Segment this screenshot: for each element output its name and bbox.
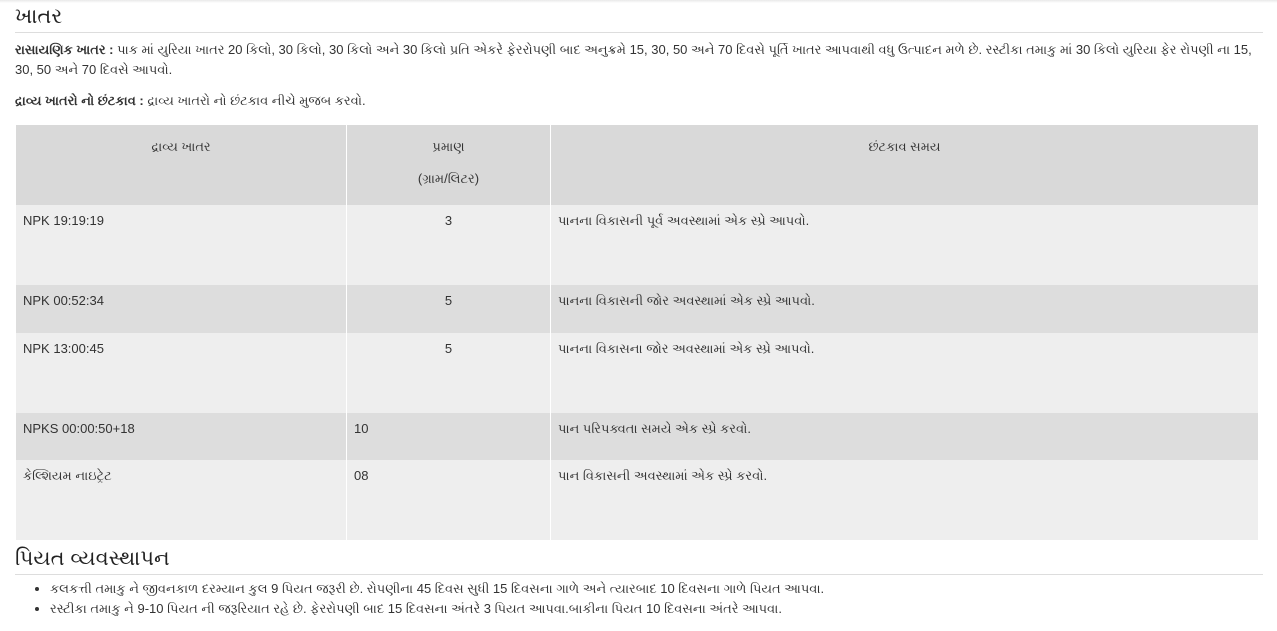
chemical-fertilizer-label: રાસાયણિક ખાતર : — [15, 42, 114, 57]
liquid-fertilizer-table — [15, 125, 1259, 540]
header-amount — [347, 125, 551, 205]
header-amount-line1: પ્રમાણ — [432, 139, 465, 154]
cell-fertilizer: NPK 19:19:19 — [16, 205, 347, 285]
cell-timing: પાનના વિકાસની પૂર્વ અવસ્થામાં એક સ્પ્રે આપવો. — [551, 205, 1259, 285]
cell-fertilizer: કેલ્શિયમ નાઇટ્રેટ — [16, 460, 347, 540]
cell-amount: 5 — [347, 285, 551, 333]
table-row — [16, 205, 1259, 285]
top-shadow — [0, 0, 1277, 3]
header-fertilizer: દ્રાવ્ય ખાતર — [16, 125, 347, 205]
cell-fertilizer: NPK 13:00:45 — [16, 333, 347, 413]
chemical-fertilizer-paragraph — [15, 40, 1263, 80]
table-header-row — [16, 125, 1259, 205]
header-amount-line2: (ગ્રામ/લિટર) — [417, 171, 480, 186]
irrigation-list — [15, 579, 1263, 619]
cell-amount: 5 — [347, 333, 551, 413]
list-item: • કલકત્તી તમાકુ ને જીવનકાળ દરમ્યાન કુલ 9 પિયત જરૂરી છે. રોપણીના 45 દિવસ સુધી 15 દિવસના ગાળે અને ત્યારબાદ 10 દિવસના ગાળે પિયત આપવા. — [50, 579, 1263, 599]
table-row — [16, 285, 1259, 333]
irrigation-heading: પિયત વ્યવસ્થાપન — [15, 546, 1263, 575]
liquid-fertilizer-paragraph — [15, 91, 1263, 111]
cell-timing: પાનના વિકાસના જોર અવસ્થામાં એક સ્પ્રે આપવો. — [551, 333, 1259, 413]
cell-timing: પાન વિકાસની અવસ્થામાં એક સ્પ્રે કરવો. — [551, 460, 1259, 540]
cell-amount: 08 — [347, 460, 551, 540]
cell-amount: 10 — [347, 413, 551, 460]
list-item: • રસ્ટીકા તમાકુ ને 9-10 પિયત ની જરૂરિયાત રહે છે. ફેરરોપણી બાદ 15 દિવસના અંતરે 3 પિયત આપવા.બાકીના પિયત 10 દિવસના અંતરે આપવા. — [50, 599, 1263, 619]
cell-timing: પાન પરિપક્વતા સમયે એક સ્પ્રે કરવો. — [551, 413, 1259, 460]
table-row — [16, 413, 1259, 460]
cell-fertilizer: NPKS 00:00:50+18 — [16, 413, 347, 460]
cell-timing: પાનના વિકાસની જોર અવસ્થામાં એક સ્પ્રે આપવો. — [551, 285, 1259, 333]
liquid-fertilizer-text: દ્રાવ્ય ખાતરો નો છંટકાવ નીચે મુજબ કરવો. — [143, 93, 366, 108]
table-row — [16, 460, 1259, 540]
header-timing: છંટકાવ સમય — [551, 125, 1259, 205]
cell-amount: 3 — [347, 205, 551, 285]
cell-fertilizer: NPK 00:52:34 — [16, 285, 347, 333]
fertilizer-heading: ખાતર — [15, 4, 1263, 33]
table-row — [16, 333, 1259, 413]
chemical-fertilizer-text: પાક માં યુરિયા ખાતર 20 કિલો, 30 કિલો, 30 કિલો અને 30 કિલો પ્રતિ એકરે ફેરરોપણી બાદ અનુક્રમે 15, 30, 50 અને 70 દિવસે પૂર્તિ ખાતર આપવાથી વધુ ઉત્પાદન મળે છે. રસ્ટીકા તમાકુ માં 30 કિલો યુરિયા ફેર રોપણી ના 15, 30, 50 અને 70 દિવસે આપવો. — [15, 42, 1252, 77]
liquid-fertilizer-label: દ્રાવ્ય ખાતરો નો છંટકાવ : — [15, 93, 144, 108]
